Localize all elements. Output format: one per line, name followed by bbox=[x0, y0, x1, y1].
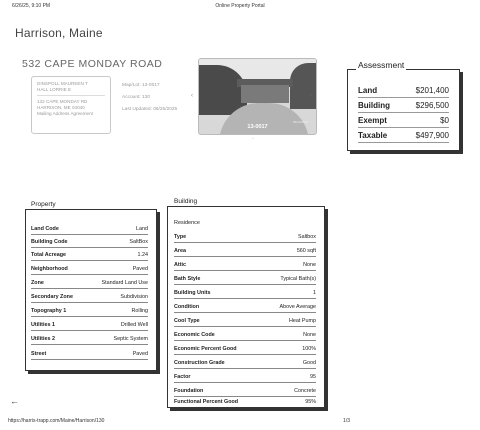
building-label: Building Units bbox=[174, 290, 211, 296]
building-value: Saltbox bbox=[298, 234, 316, 240]
print-page-title: Online Property Portal bbox=[215, 3, 265, 9]
property-label: Street bbox=[31, 351, 47, 357]
print-datetime: 6/26/25, 9:10 PM bbox=[12, 3, 51, 9]
property-value: 1.24 bbox=[137, 252, 148, 258]
property-value: Drilled Well bbox=[120, 322, 148, 328]
building-row bbox=[174, 230, 316, 243]
building-panel bbox=[167, 206, 325, 408]
building-row bbox=[174, 395, 316, 408]
assessment-row bbox=[358, 129, 449, 143]
parcel-meta bbox=[122, 80, 177, 116]
building-value: 95% bbox=[305, 399, 316, 405]
assessment-value: $497,900 bbox=[415, 131, 449, 140]
property-row bbox=[31, 262, 148, 275]
assessment-label: Land bbox=[358, 86, 378, 95]
assessment-value: $0 bbox=[440, 116, 449, 125]
building-row bbox=[174, 356, 316, 369]
property-label: Neighborhood bbox=[31, 266, 68, 272]
building-value: 560 sqft bbox=[296, 248, 316, 254]
property-row bbox=[31, 235, 148, 248]
mailing-line-3: Mailing Address Agreement bbox=[37, 111, 93, 116]
building-value: Above Average bbox=[279, 304, 316, 310]
building-label: Functional Percent Good bbox=[174, 399, 239, 405]
building-value: None bbox=[303, 332, 316, 338]
building-value: 1 bbox=[313, 290, 316, 296]
property-value: Septic System bbox=[113, 336, 148, 342]
building-value: Heat Pump bbox=[289, 318, 316, 324]
back-arrow-icon[interactable]: ← bbox=[10, 396, 19, 406]
photo-date: 06/24/2025 bbox=[292, 120, 308, 124]
property-label: Zone bbox=[31, 280, 44, 286]
photo-indicator-icon[interactable]: ◦ bbox=[252, 136, 254, 142]
building-value: None bbox=[303, 262, 316, 268]
building-label: Foundation bbox=[174, 388, 204, 394]
assessment-title: Assessment bbox=[358, 60, 405, 70]
property-row bbox=[31, 318, 148, 331]
building-value: 95 bbox=[310, 374, 316, 380]
owner-divider bbox=[37, 95, 105, 96]
building-label: Economic Percent Good bbox=[174, 346, 237, 352]
property-label: Utilities 1 bbox=[31, 322, 55, 328]
property-address: 532 CAPE MONDAY ROAD bbox=[22, 58, 163, 70]
property-value: Subdivision bbox=[120, 294, 148, 300]
building-label: Cool Type bbox=[174, 318, 200, 324]
building-subtitle: Residence bbox=[174, 220, 200, 226]
mailing-line-1: 132 CAPE MONDAY RD bbox=[37, 99, 88, 104]
property-value: Rolling bbox=[131, 308, 148, 314]
photo-house bbox=[241, 85, 289, 103]
print-header bbox=[12, 3, 468, 13]
property-label: Secondary Zone bbox=[31, 294, 73, 300]
building-label: Construction Grade bbox=[174, 360, 225, 366]
building-row bbox=[174, 244, 316, 257]
building-label: Factor bbox=[174, 374, 191, 380]
building-row bbox=[174, 286, 316, 299]
building-label: Type bbox=[174, 234, 187, 240]
assessment-row bbox=[358, 84, 449, 98]
assessment-label: Taxable bbox=[358, 131, 388, 140]
property-label: Utilities 2 bbox=[31, 336, 55, 342]
assessment-value: $296,500 bbox=[415, 101, 449, 110]
building-label: Attic bbox=[174, 262, 186, 268]
building-value: Typical Bath(s) bbox=[280, 276, 316, 282]
photo-trees bbox=[290, 63, 316, 109]
account-number: Account: 130 bbox=[122, 95, 151, 100]
property-label: Land Code bbox=[31, 226, 59, 232]
assessment-label: Exempt bbox=[358, 116, 387, 125]
assessment-value: $201,400 bbox=[415, 86, 449, 95]
building-label: Bath Style bbox=[174, 276, 201, 282]
assessment-label: Building bbox=[358, 101, 390, 110]
chevron-left-icon[interactable]: ‹ bbox=[191, 93, 193, 99]
property-value: Standard Land Use bbox=[101, 280, 148, 286]
property-row bbox=[31, 304, 148, 317]
building-panel-title: Building bbox=[174, 198, 198, 205]
property-row bbox=[31, 347, 148, 360]
last-updated: Last Updated: 06/25/2025 bbox=[122, 107, 178, 112]
photo-caption: 13-0017 bbox=[247, 124, 268, 130]
print-url: https://harris-trapp.com/Maine/Harrison/130 bbox=[8, 418, 105, 424]
map-lot: Map/Lot: 13-0017 bbox=[122, 83, 160, 88]
building-row bbox=[174, 258, 316, 271]
building-value: Concrete bbox=[294, 388, 316, 394]
building-value: 100% bbox=[302, 346, 316, 352]
property-row bbox=[31, 276, 148, 289]
assessment-row bbox=[358, 114, 449, 128]
property-label: Topography 1 bbox=[31, 308, 67, 314]
property-label: Total Acreage bbox=[31, 252, 67, 258]
assessment-panel bbox=[347, 69, 460, 151]
print-page-number: 1/3 bbox=[343, 418, 350, 424]
chevron-right-icon[interactable]: › bbox=[310, 93, 312, 99]
building-row bbox=[174, 314, 316, 327]
owner-name-2: HALL LORRIE E bbox=[37, 87, 72, 92]
mailing-line-2: HARRISON, ME 04040 bbox=[37, 105, 85, 110]
building-row bbox=[174, 370, 316, 383]
building-label: Condition bbox=[174, 304, 200, 310]
property-row bbox=[31, 222, 148, 235]
property-photo[interactable] bbox=[198, 58, 317, 135]
building-value: Good bbox=[302, 360, 316, 366]
property-value: Land bbox=[136, 226, 148, 232]
building-row bbox=[174, 300, 316, 313]
property-row bbox=[31, 248, 148, 261]
property-value: Paved bbox=[132, 351, 148, 357]
building-label: Economic Code bbox=[174, 332, 215, 338]
building-row bbox=[174, 272, 316, 285]
property-label: Building Code bbox=[31, 239, 68, 245]
property-value: SaltBox bbox=[129, 239, 148, 245]
property-row bbox=[31, 290, 148, 303]
property-value: Paved bbox=[132, 266, 148, 272]
town-title: Harrison, Maine bbox=[15, 26, 103, 40]
property-panel bbox=[25, 209, 157, 371]
building-row bbox=[174, 328, 316, 341]
building-row bbox=[174, 342, 316, 355]
owner-info-box bbox=[31, 76, 111, 134]
building-label: Area bbox=[174, 248, 186, 254]
assessment-row bbox=[358, 99, 449, 113]
property-panel-title: Property bbox=[31, 201, 56, 208]
property-row bbox=[31, 332, 148, 345]
owner-name-1: DINSPOLL MAUREEN T bbox=[37, 81, 88, 86]
